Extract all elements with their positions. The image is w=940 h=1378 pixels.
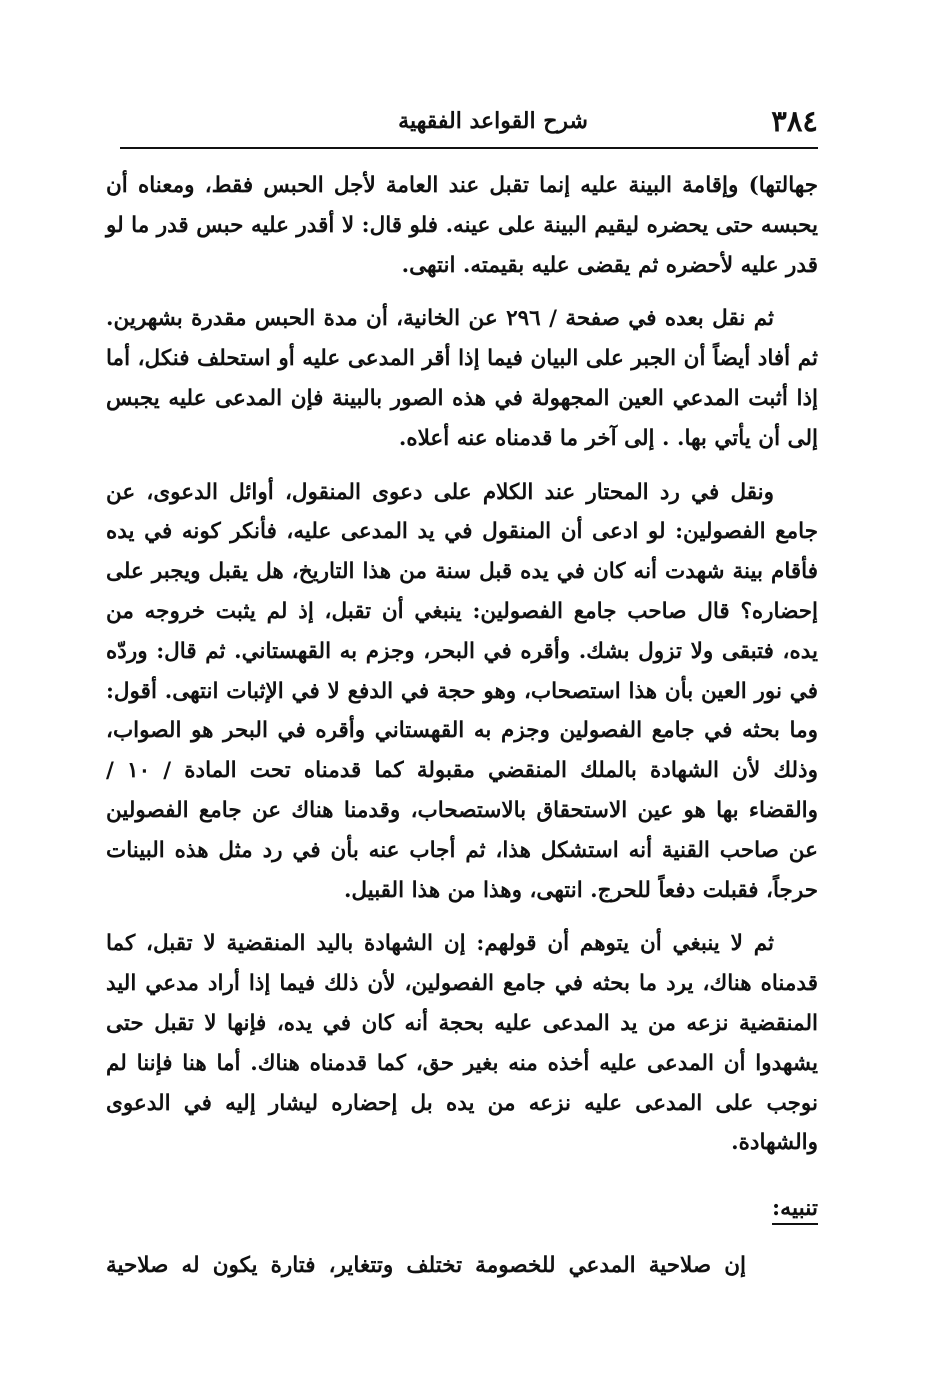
running-title: شرح القواعد الفقهية — [398, 108, 588, 134]
main-text — [106, 166, 818, 1231]
paragraph-1: جهالتها) وإقامة البينة عليه إنما تقبل عند العامة لأجل الحبس فقط، ومعناه أن يحبسه حتى يحضره ليقيم البينة على عينه. فلو قال: لا أقدر عليه حبس قدر ما لو قدر عليه لأحضره ثم يقضى عليه بقيمته. انتهى. — [106, 173, 818, 278]
section-heading: تنبيه: — [772, 1195, 818, 1222]
paragraph-4: ثم لا ينبغي أن يتوهم أن قولهم: إن الشهادة باليد المنقضية لا تقبل، كما قدمناه هناك، يرد ما بحثه في جامع الفصولين، لأن ذلك فيما إذا أراد مدعي اليد المنقضية نزعه من يد المدعى عليه بحجة أنه كان في يده، فإنها لا تقبل حتى يشهدوا أن المدعى عليه أخذه منه بغير حق، كما قدمناه هناك. أما هنا فإننا لم نوجب على المدعى عليه نزعه من يده بل إحضاره ليشار إليه في الدعوى والشهادة. — [106, 931, 818, 1156]
paragraph-5-start: إن صلاحية المدعي للخصومة تختلف وتتغاير، فتارة يكون له صلاحية — [106, 1253, 746, 1278]
header-rule — [120, 147, 818, 149]
page-header — [120, 104, 818, 142]
page-number: ٣٨٤ — [771, 104, 818, 138]
paragraph-2: ثم نقل بعده في صفحة / ٢٩٦ عن الخانية، أن مدة الحبس مقدرة بشهرين. ثم أفاد أيضاً أن الجبر على البيان فيما إذا أقر المدعى عليه أو استحلف فنكل، أما إذا أثبت المدعي العين المجهولة في هذه الصور بالبينة فإن المدعى عليه يجبس إلى أن يأتي بها. . إلى آخر ما قدمناه عنه أعلاه. — [106, 306, 818, 451]
paragraph-3: ونقل في رد المحتار عند الكلام على دعوى المنقول، أوائل الدعوى، عن جامع الفصولين: لو ادعى أن المنقول في يد المدعى عليه، فأنكر كونه في يده فأقام بينة شهدت أنه كان في يده قبل سنة من هذا التاريخ، هل يقبل ويجبر على إحضاره؟ قال صاحب جامع الفصولين: ينبغي أن تقبل، إذ لم يثبت خروجه من يده، فتبقى ولا تزول بشك. وأقره في البحر، وجزم به القهستاني. ثم قال: وردّه في نور العين بأن هذا استصحاب، وهو حجة في الدفع لا في الإثبات انتهى. أقول: وما بحثه في جامع الفصولين وجزم به القهستاني وأقره في البحر هو الصواب، وذلك لأن الشهادة بالملك المنقضي مقبولة كما قدمناه تحت المادة / ١٠ / والقضاء بها هو عين الاستحقاق بالاستصحاب، وقدمنا هناك عن جامع الفصولين عن صاحب القنية أنه استشكل هذا، ثم أجاب عنه بأن في رد مثل هذه البينات حرجاً، فقبلت دفعاً للحرج. انتهى، وهذا من هذا القبيل. — [106, 479, 818, 903]
